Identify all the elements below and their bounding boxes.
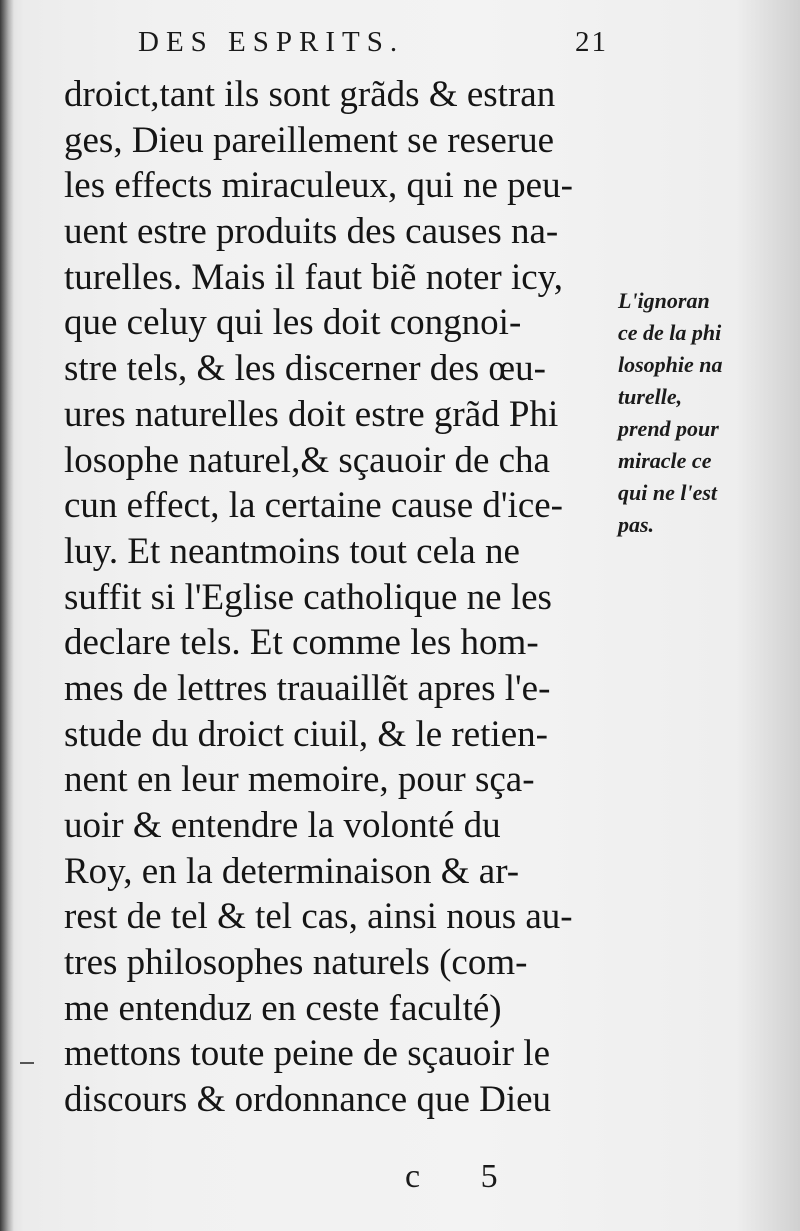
margin-note (618, 285, 798, 541)
body-line: tres philosophes naturels (com- (64, 942, 528, 984)
body-line: turelles. Mais il faut biẽ noter icy, (64, 256, 564, 298)
margin-note-line: pas. (618, 512, 655, 537)
body-line: Roy, en la determinaison & ar- (64, 850, 520, 892)
body-line: ges, Dieu pareillement se reserue (64, 119, 555, 161)
page-number: 21 (575, 26, 608, 58)
margin-note-line: turelle, (618, 384, 683, 409)
body-line: mettons toute peine de sçauoir le (64, 1033, 550, 1075)
body-line: stude du droict ciuil, & le retien- (64, 713, 548, 755)
stray-ink-mark (20, 1062, 34, 1064)
body-line: stre tels, & les discerner des œu- (64, 348, 546, 390)
body-line: suffit si l'Eglise catholique ne les (64, 576, 552, 618)
body-line: cun effect, la certaine cause d'ice- (64, 485, 563, 527)
body-text (64, 72, 624, 1123)
margin-note-line: losophie na (618, 352, 723, 377)
margin-note-line: ce de la phi (618, 320, 722, 345)
spine-shadow (0, 0, 14, 1231)
body-line: declare tels. Et comme les hom- (64, 622, 539, 664)
body-line: nent en leur memoire, pour sça- (64, 759, 535, 801)
body-line: ures naturelles doit estre grãd Phi (64, 393, 559, 435)
body-line: les effects miraculeux, qui ne peu- (64, 165, 573, 207)
running-head-title: DES ESPRITS. (138, 26, 405, 58)
signature-mark: c 5 (405, 1158, 524, 1195)
body-line: rest de tel & tel cas, ainsi nous au- (64, 896, 573, 938)
margin-note-line: prend pour (618, 416, 719, 441)
body-line: droict,tant ils sont grãds & estran (64, 74, 556, 115)
body-line: uent estre produits des causes na- (64, 211, 559, 253)
margin-note-line: L'ignoran (618, 288, 710, 313)
body-line: uoir & entendre la volonté du (64, 805, 501, 846)
margin-note-line: qui ne l'est (618, 480, 718, 505)
margin-note-line: miracle ce (618, 448, 712, 473)
running-head (138, 22, 608, 68)
body-line: mes de lettres trauaillẽt apres l'e- (64, 667, 551, 709)
body-line: que celuy qui les doit congnoi- (64, 302, 522, 344)
body-line: luy. Et neantmoins tout cela ne (64, 530, 520, 572)
body-line: discours & ordonnance que Dieu (64, 1079, 552, 1121)
body-line: me entenduz en ceste faculté) (64, 987, 502, 1029)
body-line: losophe naturel,& sçauoir de cha (64, 439, 550, 481)
